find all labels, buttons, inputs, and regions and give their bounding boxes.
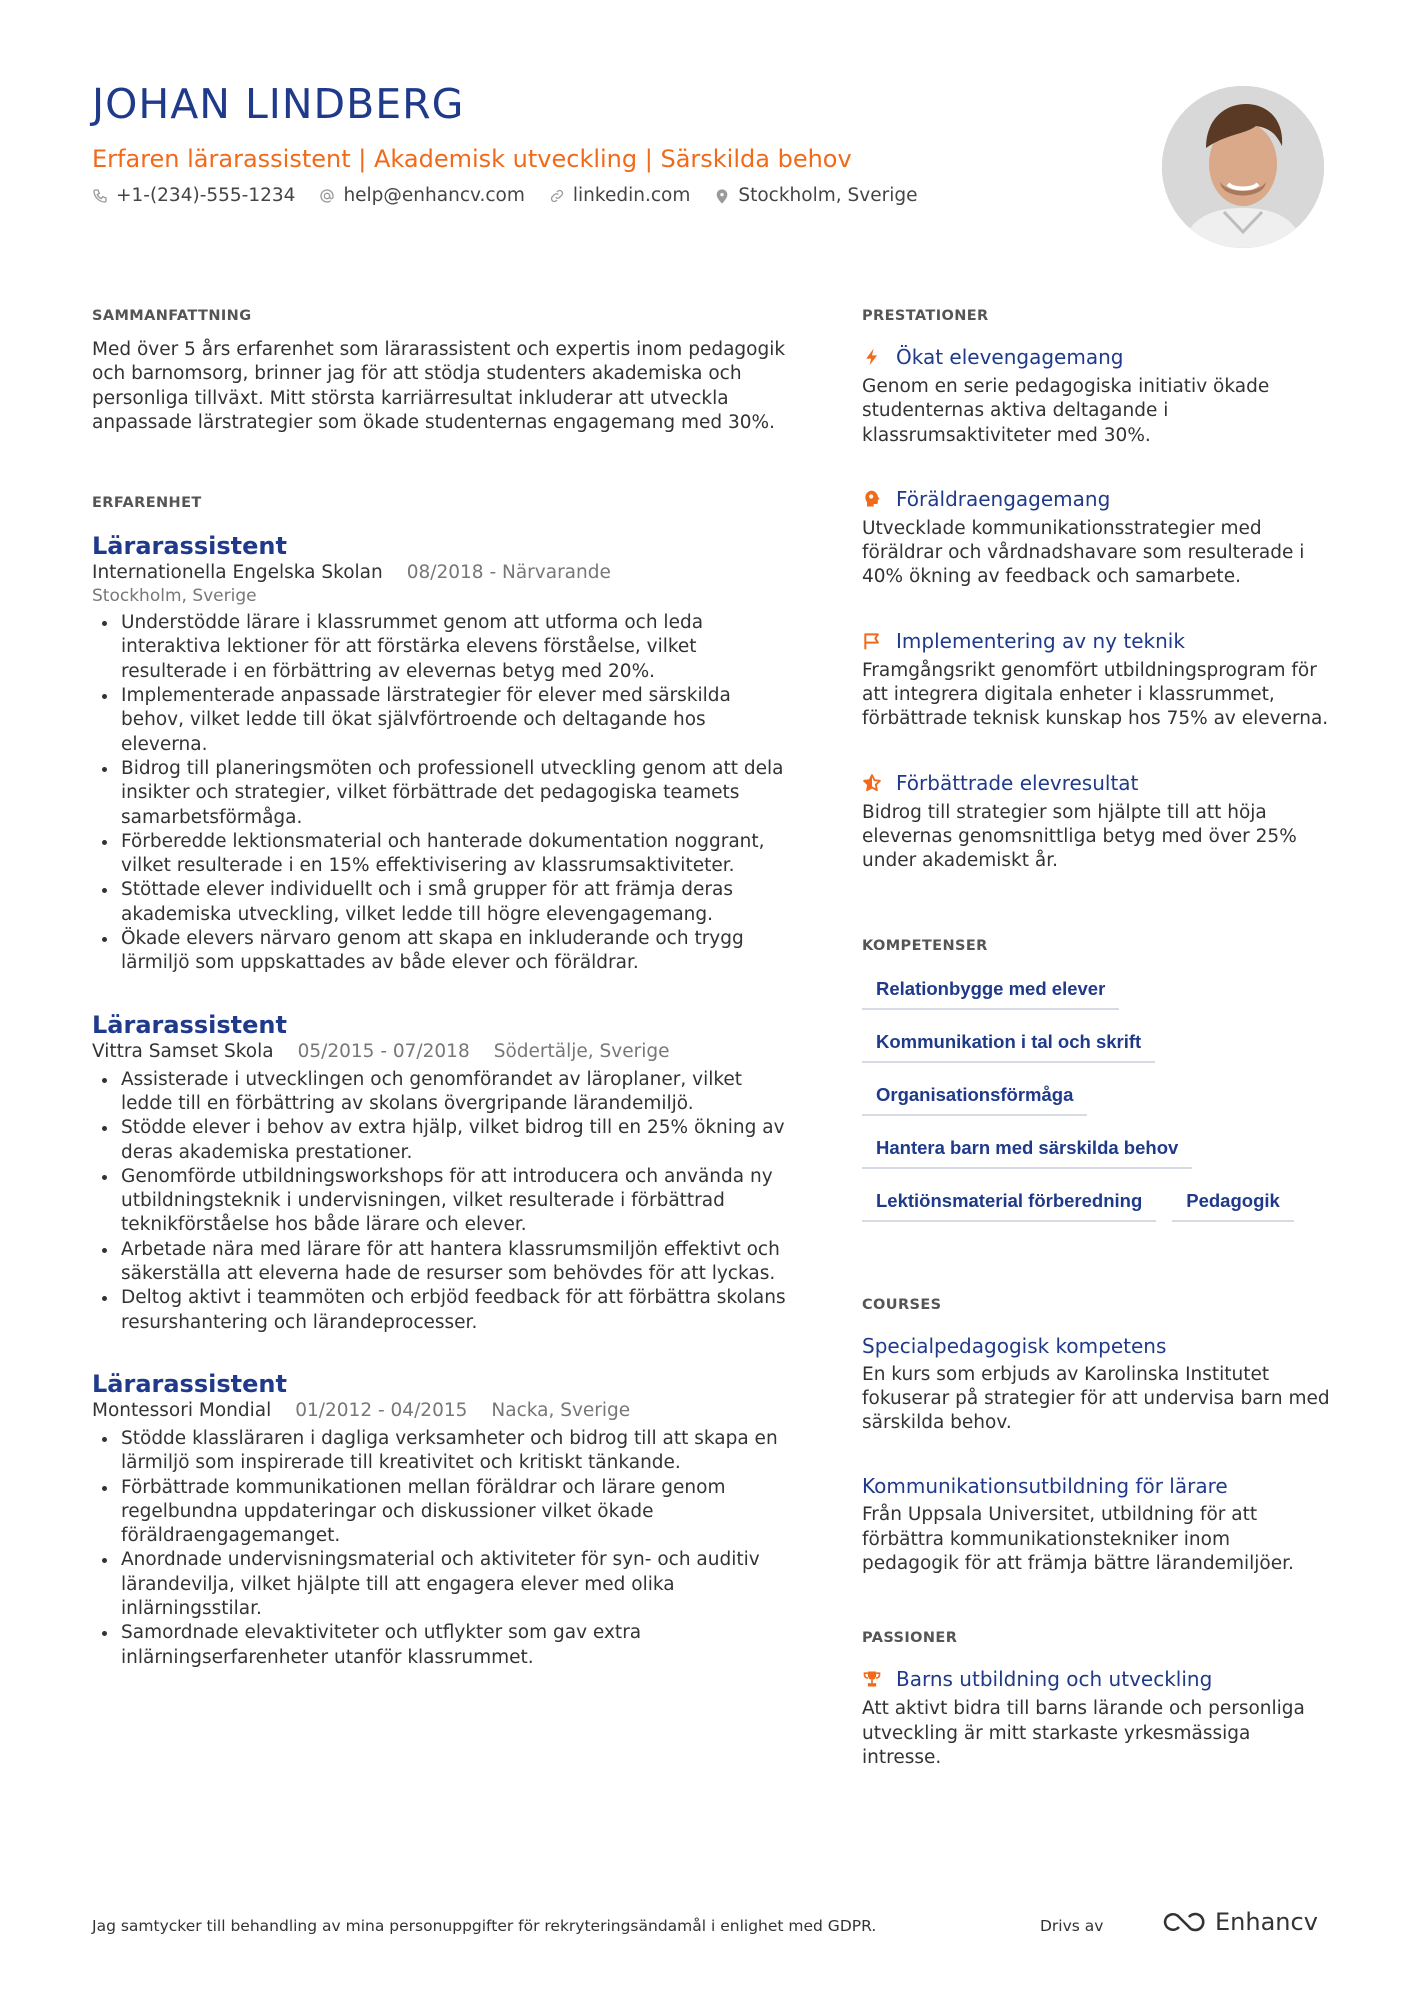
- contact-email[interactable]: [319, 185, 524, 206]
- flag-icon: [862, 631, 882, 651]
- job-bullet: • Stöttade elever individuellt och i små grupper för att främja deras akademiska utveckling, vilket ledde till högre elevengagemang.: [119, 878, 792, 927]
- achievement-item: [862, 628, 1332, 732]
- achievement-item: [862, 770, 1332, 874]
- job-company: Montessori Mondial: [92, 1399, 272, 1421]
- linkedin-text[interactable]: linkedin.com: [572, 185, 691, 206]
- job-bullet: • Implementerade anpassade lärstrategier för elever med särskilda behov, vilket ledde till ökat självförtroende och deltagande hos eleverna.: [119, 684, 792, 757]
- skills-title: KOMPETENSER: [862, 937, 988, 954]
- contact-location: [714, 185, 917, 206]
- job-bullet: • Arbetade nära med lärare för att hantera klassrumsmiljön effektivt och säkerställa att eleverna hade de resurser som behövdes för att lyckas.: [119, 1238, 792, 1287]
- job-title: Lärarassistent: [92, 532, 287, 561]
- headline: Erfaren lärarassistent | Akademisk utveckling | Särskilda behov: [92, 145, 852, 173]
- job-company: Vittra Samset Skola: [92, 1040, 274, 1062]
- course-text: En kurs som erbjuds av Karolinska Institutet fokuserar på strategier för att undervisa barn med särskilda behov.: [862, 1363, 1330, 1434]
- at-icon: [319, 188, 335, 204]
- job-bullets: [92, 1068, 792, 1335]
- skill-tag: Kommunikation i tal och skrift: [862, 1023, 1155, 1063]
- achievement-heading: [862, 486, 1332, 512]
- job-meta: [92, 1040, 792, 1064]
- achievement-heading: [862, 770, 1332, 796]
- skills-section: [862, 938, 1332, 1235]
- job-bullet: • Anordnade undervisningsmaterial och aktiviteter för syn- och auditiv lärandevilja, vilket hjälpte till att engagera elever med olika inlärningsstilar.: [119, 1548, 792, 1621]
- enhancv-logo-icon: [1161, 1909, 1207, 1935]
- passion-title: Barns utbildning och utveckling: [896, 1667, 1213, 1692]
- skills-list: [862, 970, 1332, 1235]
- phone-text: +1-(234)-555-1234: [116, 185, 296, 206]
- course-item: [862, 1333, 1332, 1436]
- right-column: [862, 308, 1332, 1808]
- courses-section: [862, 1297, 1332, 1577]
- job-bullets: [92, 1427, 792, 1670]
- achievement-item: [862, 486, 1332, 590]
- achievement-text: Framgångsrikt genomfört utbildningsprogram för att integrera digitala enheter i klassrummet, förbättrade teknisk kunskap hos 75% av eleverna.: [862, 659, 1329, 730]
- achievement-title: Ökat elevengagemang: [896, 345, 1124, 369]
- achievement-title: Föräldraengagemang: [896, 486, 1111, 511]
- achievements-section: [862, 308, 1332, 874]
- email-text[interactable]: help@enhancv.com: [343, 185, 525, 206]
- summary-text: Med över 5 års erfarenhet som lärarassistent och expertis inom pedagogik och barnomsorg, brinner jag för att stödja studenters akademiska och personliga tillväxt. Mitt största karriärresultat inkluderar att utveckla anpassade lärstrategier som ökade studenternas engagemang med 30%.: [92, 339, 786, 433]
- job-bullet: • Stödde klassläraren i dagliga verksamheter och bidrog till att skapa en lärmiljö som inspirerade till kreativitet och kritiskt tänkande.: [119, 1427, 792, 1476]
- left-column: [92, 308, 792, 1704]
- skill-tag: Hantera barn med särskilda behov: [862, 1129, 1192, 1169]
- achievements-title: PRESTATIONER: [862, 308, 989, 324]
- job-bullet: • Understödde lärare i klassrummet genom att utforma och leda interaktiva lektioner för att förstärka elevens förståelse, vilket resulterade i en förbättring av elevernas betyg med 20%.: [119, 611, 792, 684]
- candidate-name: JOHAN LINDBERG: [92, 80, 465, 128]
- phone-icon: [92, 188, 108, 204]
- job-bullet: • Ökade elevers närvaro genom att skapa en inkluderande och trygg lärmiljö som uppskattades av både elever och föräldrar.: [119, 927, 792, 976]
- passions-title: PASSIONER: [862, 1630, 958, 1647]
- achievement-item: [862, 344, 1332, 448]
- job-meta: [92, 1399, 792, 1423]
- profile-photo: [1162, 86, 1324, 248]
- link-icon: [549, 188, 565, 204]
- course-title: Kommunikationsutbildning för lärare: [862, 1474, 1228, 1499]
- job-bullet: • Assisterade i utvecklingen och genomförandet av läroplaner, vilket ledde till en förbättring av skolans övergripande lärandemiljö.: [119, 1068, 792, 1117]
- job-location: Södertälje, Sverige: [493, 1040, 670, 1062]
- course-title: Specialpedagogisk kompetens: [862, 1333, 1167, 1358]
- passion-text: Att aktivt bidra till barns lärande och personliga utveckling är mitt starkaste yrkesmässiga intresse.: [862, 1698, 1305, 1768]
- achievement-title: Förbättrade elevresultat: [896, 770, 1139, 795]
- job-dates: 01/2012 - 04/2015: [295, 1399, 468, 1421]
- job-bullet: • Genomförde utbildningsworkshops för att introducera och använda ny utbildningsteknik i undervisningen, vilket resulterade i förbättrad teknikförståelse hos både lärare och elever.: [119, 1165, 792, 1238]
- skill-tag: Lektiönsmaterial förberedning: [862, 1182, 1156, 1222]
- contact-linkedin[interactable]: [549, 185, 690, 206]
- course-item: [862, 1473, 1332, 1576]
- job-title: Lärarassistent: [92, 1369, 287, 1398]
- job-entry: [92, 531, 792, 975]
- courses-title: COURSES: [862, 1296, 942, 1313]
- achievement-text: Utvecklade kommunikationsstrategier med föräldrar och vårdnadshavare som resulterade i 40% ökning av feedback och samarbete.: [862, 517, 1305, 588]
- achievement-title: Implementering av ny teknik: [896, 628, 1185, 653]
- job-title: Lärarassistent: [92, 1010, 287, 1039]
- job-bullet: • Förberedde lektionsmaterial och hanterade dokumentation noggrant, vilket resulterade i en 15% effektivisering av klassrumsaktiviteter.: [119, 830, 792, 879]
- job-location: Nacka, Sverige: [491, 1399, 631, 1421]
- experience-section: [92, 495, 792, 1670]
- trophy-icon: [862, 1669, 882, 1689]
- driven-by-label: Drivs av: [1040, 1917, 1104, 1935]
- job-bullet: • Bidrog till planeringsmöten och professionell utveckling genom att dela insikter och strategier, vilket förbättrade det pedagogiska teamets samarbetsförmåga.: [119, 757, 792, 830]
- portrait-placeholder: [1162, 86, 1324, 248]
- job-bullet: • Samordnade elevaktiviteter och utflykter som gav extra inlärningserfarenheter utanför klassrummet.: [119, 1621, 792, 1670]
- skill-tag: Organisationsförmåga: [862, 1076, 1087, 1116]
- job-bullets: [92, 611, 792, 975]
- job-entry: [92, 1369, 792, 1670]
- contact-phone: [92, 185, 295, 206]
- job-bullet: • Deltog aktivt i teammöten och erbjöd feedback för att förbättra skolans resurshantering och lärandeprocesser.: [119, 1286, 792, 1335]
- achievement-heading: [862, 344, 1332, 370]
- skill-tag: Pedagogik: [1172, 1182, 1294, 1222]
- enhancv-logo[interactable]: [1161, 1908, 1318, 1936]
- achievement-text: Genom en serie pedagogiska initiativ ökade studenternas aktiva deltagande i klassrumsaktiviteter med 30%.: [862, 376, 1270, 446]
- enhancv-logo-text: Enhancv: [1215, 1908, 1318, 1936]
- gdpr-consent: Jag samtycker till behandling av mina personuppgifter för rekryteringsändamål i enlighet med GDPR.: [92, 1917, 877, 1935]
- job-company: Internationella Engelska Skolan: [92, 562, 383, 584]
- location-text: Stockholm, Sverige: [738, 185, 918, 206]
- job-bullet: • Förbättrade kommunikationen mellan föräldrar och lärare genom regelbundna uppdateringar och diskussioner vilket ökade föräldraengagemanget.: [119, 1476, 792, 1549]
- passion-item: [862, 1666, 1332, 1770]
- course-text: Från Uppsala Universitet, utbildning för att förbättra kommunikationstekniker inom pedagogik för att främja bättre lärandemiljöer.: [862, 1504, 1294, 1575]
- job-location: Stockholm, Sverige: [92, 586, 257, 607]
- experience-title: ERFARENHET: [92, 495, 202, 512]
- job-dates: 05/2015 - 07/2018: [297, 1040, 470, 1062]
- job-dates: 08/2018 - Närvarande: [406, 562, 611, 584]
- summary-section: [92, 308, 792, 435]
- passions-section: [862, 1630, 1332, 1770]
- location-pin-icon: [714, 188, 730, 204]
- job-entry: [92, 1010, 792, 1335]
- contact-bar: [92, 185, 941, 206]
- passion-heading: [862, 1666, 1332, 1692]
- achievement-text: Bidrog till strategier som hjälpte till att höja elevernas genomsnittliga betyg med över 25% under akademiskt år.: [862, 801, 1297, 872]
- star-icon: [862, 773, 882, 793]
- achievement-heading: [862, 628, 1332, 654]
- lightning-icon: [862, 347, 882, 367]
- job-bullet: • Stödde elever i behov av extra hjälp, vilket bidrog till en 25% ökning av deras akademiska prestationer.: [119, 1116, 792, 1165]
- summary-title: SAMMANFATTNING: [92, 308, 252, 324]
- head-icon: [862, 489, 882, 509]
- job-meta: [92, 561, 792, 585]
- skill-tag: Relationbygge med elever: [862, 970, 1119, 1010]
